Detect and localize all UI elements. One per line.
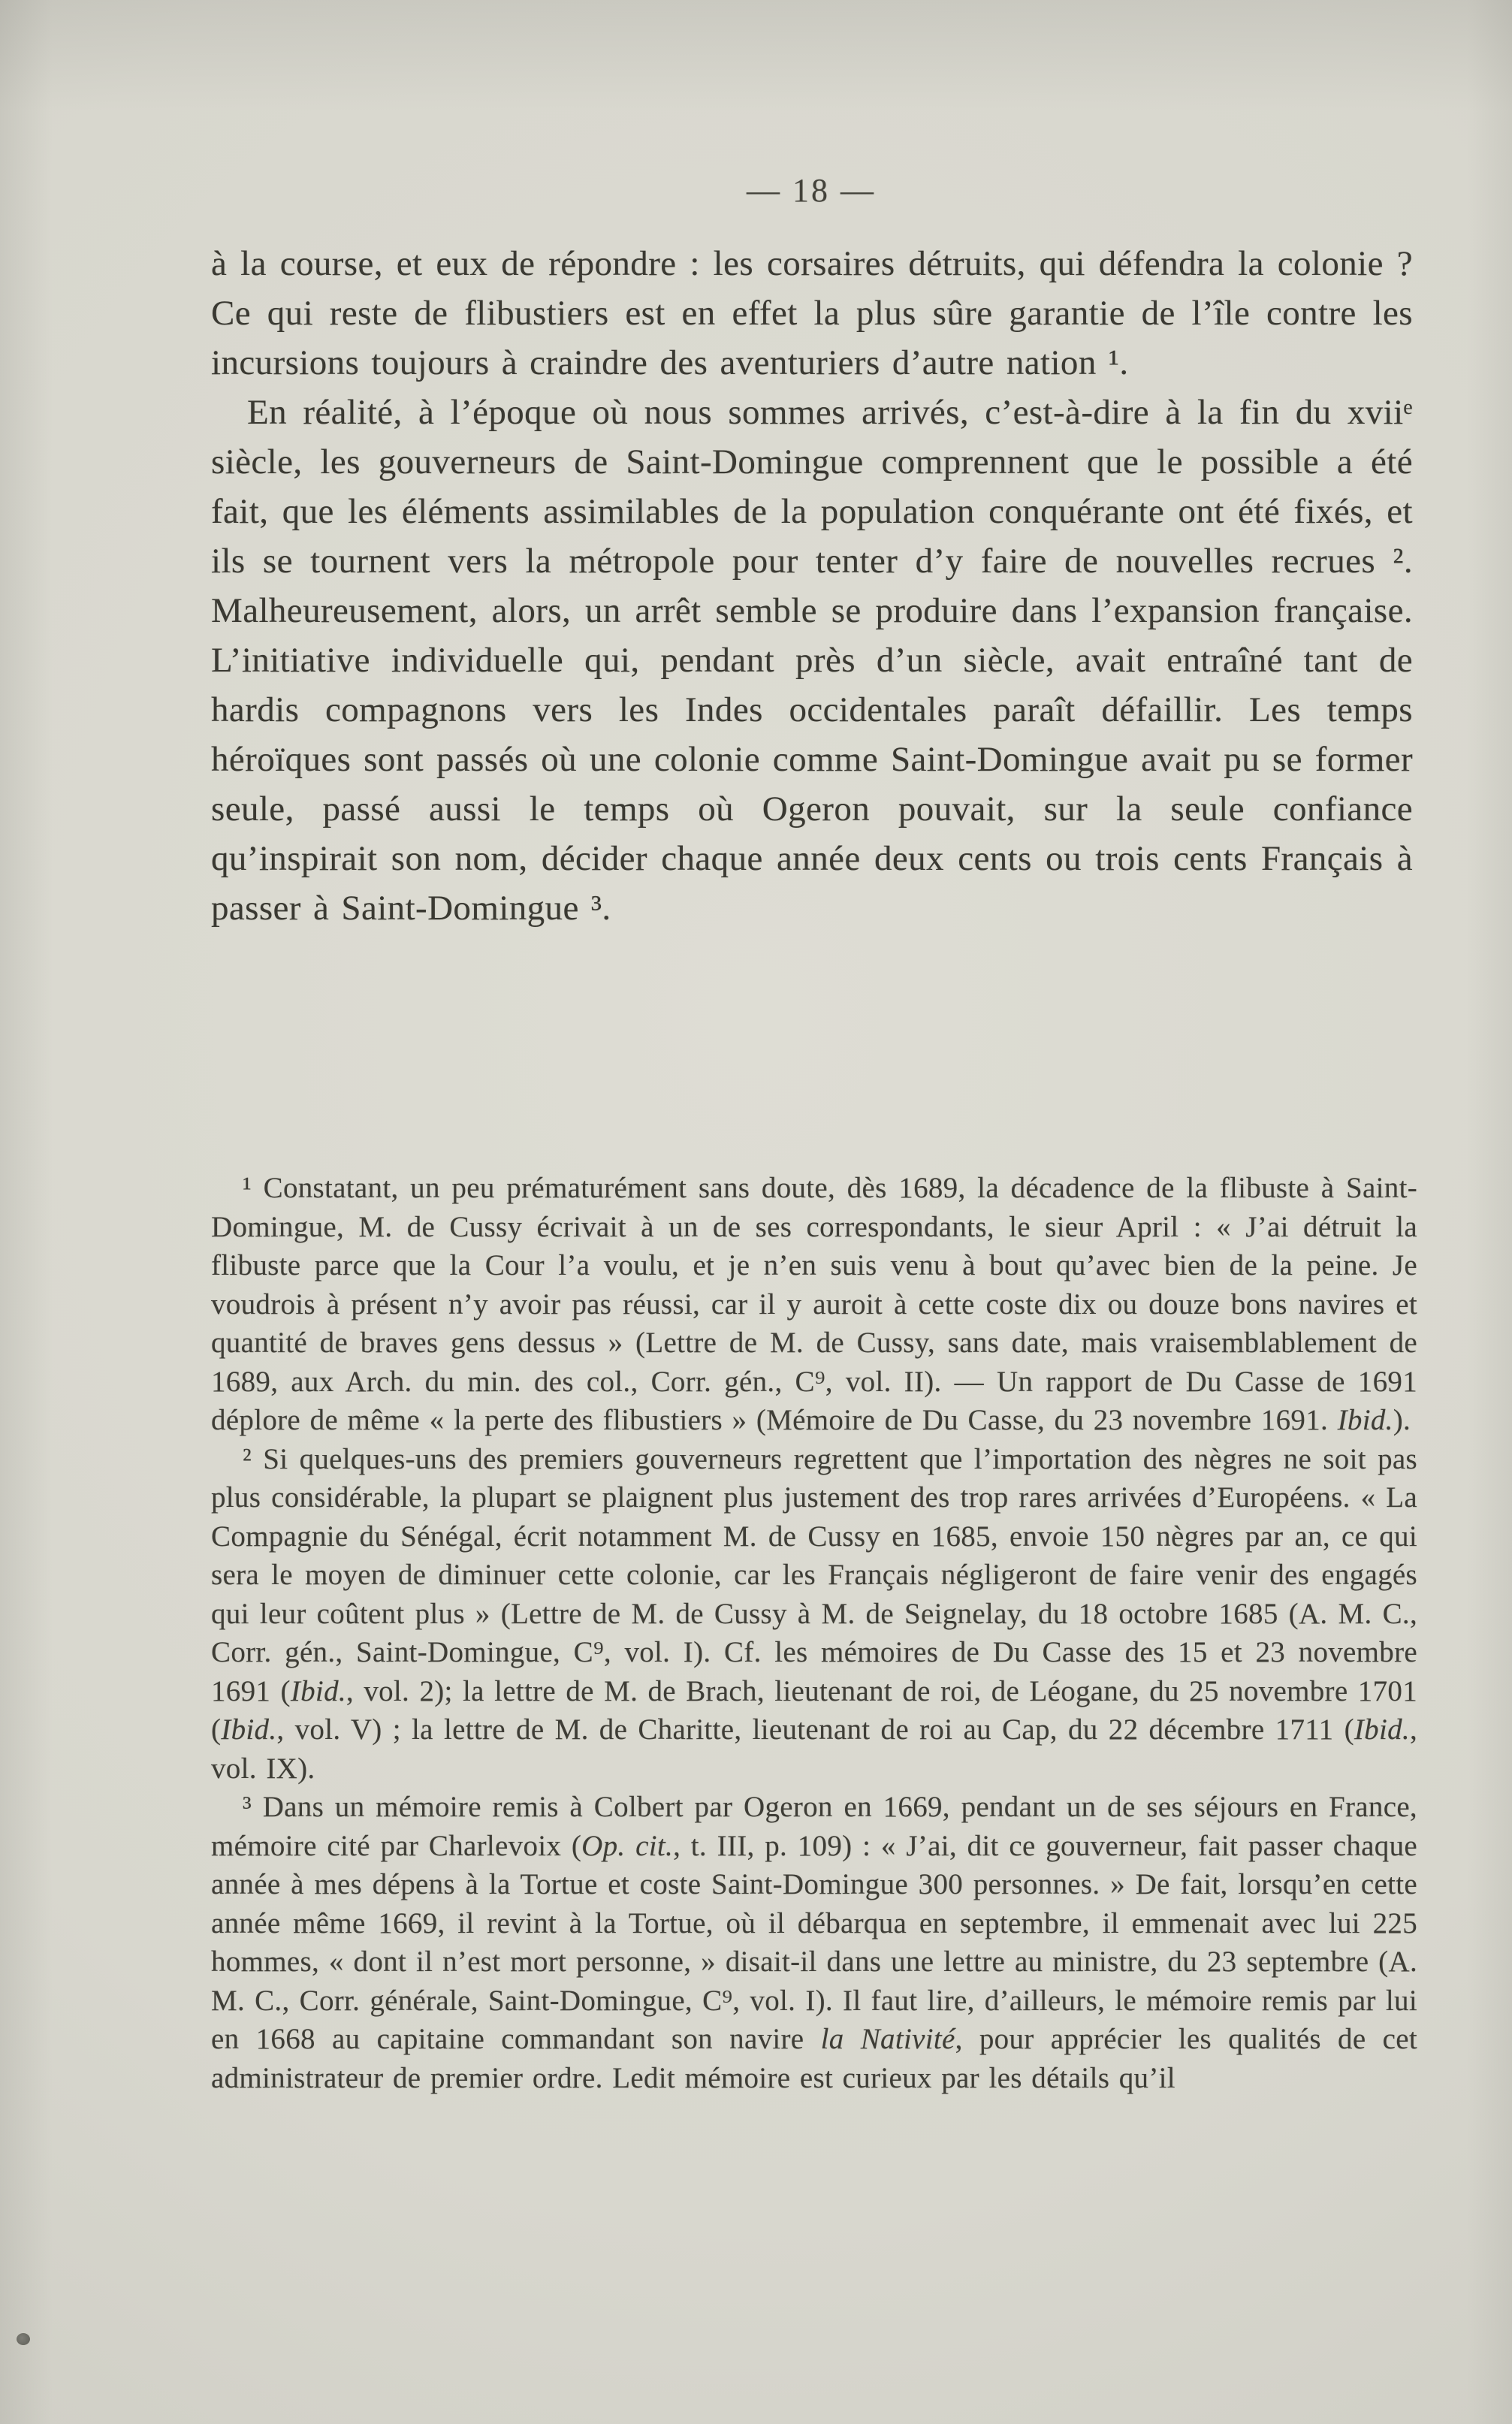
- main-text-block: [211, 239, 1413, 933]
- body-paragraph: En réalité, à l’époque où nous sommes arrivés, c’est-à-dire à la fin du xviiᵉ siècle, les gouverneurs de Saint-Domingue comprennent que le possible a été fait, que les éléments assimilables de la population conquérante ont été fixés, et ils se tournent vers la métropole pour tenter d’y faire de nouvelles recrues ². Malheureusement, alors, un arrêt semble se produire dans l’expansion française. L’initiative individuelle qui, pendant près d’un siècle, avait entraîné tant de hardis compagnons vers les Indes occidentales paraît défaillir. Les temps héroïques sont passés où une colonie comme Saint-Domingue avait pu se former seule, passé aussi le temps où Ogeron pouvait, sur la seule confiance qu’inspirait son nom, décider chaque année deux cents ou trois cents Français à passer à Saint-Domingue ³.: [211, 393, 1413, 928]
- footnote-3: ³ Dans un mémoire remis à Colbert par Ogeron en 1669, pendant un de ses séjours en France, mémoire cité par Charlevoix (Op. cit., t. III, p. 109) : « J’ai, dit ce gouverneur, fait passer chaque année à mes dépens à la Tortue et coste Saint-Domingue 300 personnes. » De fait, lorsqu’en cette année même 1669, il revint à la Tortue, où il débarqua en septembre, il emmenait avec lui 225 hommes, « dont il n’est mort personne, » disait-il dans une lettre au ministre, du 23 septembre (A. M. C., Corr. générale, Saint-Domingue, C⁹, vol. I). Il faut lire, d’ailleurs, le mémoire remis par lui en 1668 au capitaine commandant son navire la Nativité, pour apprécier les qualités de cet administrateur de premier ordre. Ledit mémoire est curieux par les détails qu’il: [211, 1791, 1417, 2094]
- body-paragraph: à la course, et eux de répondre : les corsaires détruits, qui défendra la colonie ? Ce qui reste de flibustiers est en effet la plus sûre garantie de l’île contre les incursions toujours à craindre des aventuriers d’autre nation ¹.: [211, 244, 1413, 382]
- ink-spot: [17, 2333, 30, 2345]
- footnotes-block: [211, 1169, 1417, 2097]
- footnote-1: ¹ Constatant, un peu prématurément sans doute, dès 1689, la décadence de la flibuste à Saint-Domingue, M. de Cussy écrivait à un de ses correspondants, le sieur April : « J’ai détruit la flibuste parce que la Cour l’a voulu, et je n’en suis venu à bout qu’avec bien de la peine. Je voudrois à présent n’y avoir pas réussi, car il y auroit à cette coste dix ou douze bons navires et quantité de braves gens dessus » (Lettre de M. de Cussy, sans date, mais vraisemblablement de 1689, aux Arch. du min. des col., Corr. gén., C⁹, vol. II). — Un rapport de Du Casse de 1691 déplore de même « la perte des flibustiers » (Mémoire de Du Casse, du 23 novembre 1691. Ibid.).: [211, 1172, 1417, 1436]
- footnote-2: ² Si quelques-uns des premiers gouverneurs regrettent que l’importation des nègres ne soit pas plus considérable, la plupart se plaignent plus justement des trop rares arrivées d’Européens. « La Compagnie du Sénégal, écrit notamment M. de Cussy en 1685, envoie 150 nègres par an, ce qui sera le moyen de diminuer cette colonie, car les Français négligeront de faire venir des engagés qui leur coûtent plus » (Lettre de M. de Cussy à M. de Seignelay, du 18 octobre 1685 (A. M. C., Corr. gén., Saint-Domingue, C⁹, vol. I). Cf. les mémoires de Du Casse des 15 et 23 novembre 1691 (Ibid., vol. 2); la lettre de M. de Brach, lieutenant de roi, de Léogane, du 25 novembre 1701 (Ibid., vol. V) ; la lettre de M. de Charitte, lieutenant de roi au Cap, du 22 décembre 1711 (Ibid., vol. IX).: [211, 1442, 1417, 1785]
- page-number: — 18 —: [747, 172, 876, 209]
